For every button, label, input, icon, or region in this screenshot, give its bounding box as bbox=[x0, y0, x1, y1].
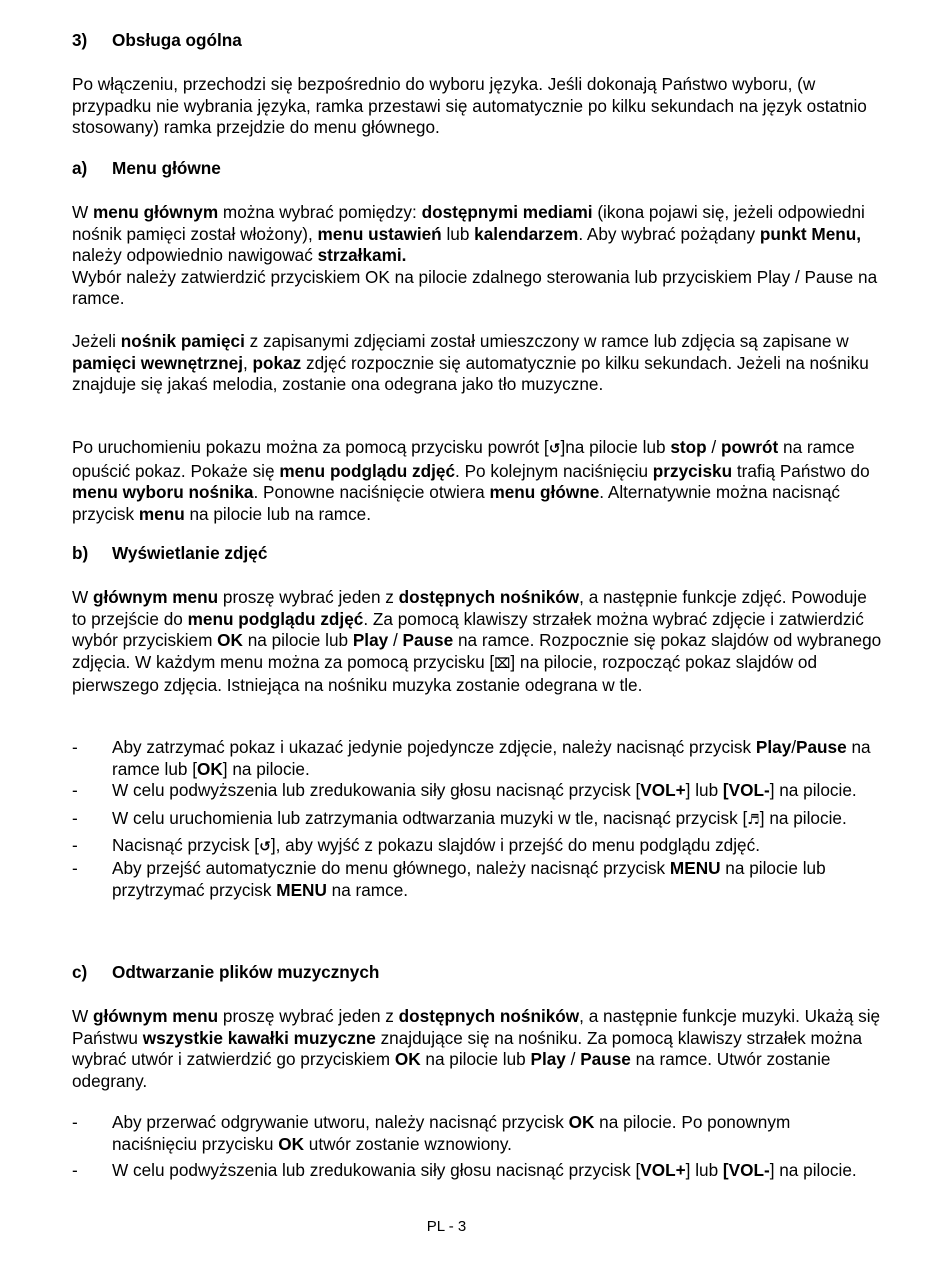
section-title: Wyświetlanie zdjęć bbox=[112, 543, 268, 563]
menu-glowne-paragraph: W menu głównym można wybrać pomiędzy: dostępnymi mediami (ikona pojawi się, jeżeli odpowiedni nośnik pamięci został włożony), menu ustawień lub kalendarzem. Aby wybrać pożądany punkt Menu, należy odpowiednio nawigować strzałkami. Wybór należy zatwierdzić przyciskiem OK na pilocie zdalnego sterowania lub przyciskiem Play / Pause na ramce. bbox=[72, 202, 878, 309]
slideshow-icon: ⌧ bbox=[494, 655, 511, 672]
section-heading-odtwarzanie bbox=[72, 962, 379, 984]
list-item: - W celu uruchomienia lub zatrzymania odtwarzania muzyki w tle, nacisnąć przycisk [♬] na pilocie. bbox=[72, 807, 847, 828]
section-title: Menu główne bbox=[112, 158, 221, 178]
section-number: a) bbox=[72, 158, 88, 178]
back-icon: ↺ bbox=[548, 441, 561, 457]
list-item: - Aby przejść automatycznie do menu głównego, należy nacisnąć przycisk MENU na pilocie lub przytrzymać przycisk MENU na ramce. bbox=[72, 858, 826, 900]
section-heading-wyswietlanie bbox=[72, 543, 267, 565]
list-item: - W celu podwyższenia lub zredukowania siły głosu nacisnąć przycisk [VOL+] lub [VOL-] na pilocie. bbox=[72, 780, 857, 801]
nosnik-paragraph: Jeżeli nośnik pamięci z zapisanymi zdjęciami został umieszczony w ramce lub zdjęcia są zapisane w pamięci wewnętrznej, pokaz zdjęć rozpocznie się automatycznie po kilku sekundach. Jeżeli na nośniku znajduje się jakaś melodia, zostanie ona odegrana jako tło muzyczne. bbox=[72, 331, 869, 395]
section-number: 3) bbox=[72, 30, 88, 50]
list-item: - Aby zatrzymać pokaz i ukazać jedynie pojedyncze zdjęcie, należy nacisnąć przycisk Play/Pause na ramce lub [OK] na pilocie. bbox=[72, 737, 871, 779]
intro-paragraph: Po włączeniu, przechodzi się bezpośrednio do wyboru języka. Jeśli dokonają Państwo wyboru, (w przypadku nie wybrania języka, ramka przestawi się automatycznie po kilku sekundach na język ostatnio stosowany) ramka przejdzie do menu głównego. bbox=[72, 74, 867, 138]
page-number: PL - 3 bbox=[426, 1218, 467, 1235]
section-title: Obsługa ogólna bbox=[112, 30, 242, 50]
photo-instructions-list bbox=[72, 737, 872, 902]
section-heading-obsluga bbox=[72, 30, 242, 52]
list-item: - Nacisnąć przycisk [↺], aby wyjść z pokazu slajdów i przejść do menu podglądu zdjęć. bbox=[72, 834, 760, 855]
list-item: - W celu podwyższenia lub zredukowania siły głosu nacisnąć przycisk [VOL+] lub [VOL-] na pilocie. bbox=[72, 1160, 857, 1181]
odtwarzanie-paragraph: W głównym menu proszę wybrać jeden z dostępnych nośników, a następnie funkcje muzyki. Ukażą się Państwu wszystkie kawałki muzyczne znajdujące się na nośniku. Za pomocą klawiszy strzałek można wybrać utwór i zatwierdzić go przyciskiem OK na pilocie lub Play / Pause na ramce. Utwór zostanie odegrany. bbox=[72, 1006, 881, 1091]
music-icon: ♬ bbox=[747, 811, 760, 828]
wyswietlanie-paragraph: W głównym menu proszę wybrać jeden z dostępnych nośników, a następnie funkcje zdjęć. Powoduje to przejście do menu podglądu zdjęć. Za pomocą klawiszy strzałek można wybrać zdjęcie i zatwierdzić wybór przyciskiem OK na pilocie lub Play / Pause na ramce. Rozpocznie się pokaz slajdów od wybranego zdjęcia. W każdym menu można za pomocą przycisku [⌧] na pilocie, rozpocząć pokaz slajdów od pierwszego zdjęcia. Istniejąca na nośniku muzyka zostanie odegrana w tle. bbox=[72, 587, 882, 696]
pokaz-paragraph: Po uruchomieniu pokazu można za pomocą przycisku powrót [↺]na pilocie lub stop / powrót na ramce opuścić pokaz. Pokaże się menu podglądu zdjęć. Po kolejnym naciśnięciu przycisku trafią Państwo do menu wyboru nośnika. Ponowne naciśnięcie otwiera menu główne. Alternatywnie można nacisnąć przycisk menu na pilocie lub na ramce. bbox=[72, 437, 870, 524]
back-icon: ↺ bbox=[259, 838, 271, 855]
music-instructions-list bbox=[72, 1112, 872, 1183]
section-title: Odtwarzanie plików muzycznych bbox=[112, 962, 380, 982]
section-number: b) bbox=[72, 543, 89, 563]
section-number: c) bbox=[72, 962, 88, 982]
list-item: - Aby przerwać odgrywanie utworu, należy nacisnąć przycisk OK na pilocie. Po ponownym naciśnięciu przycisku OK utwór zostanie wznowiony. bbox=[72, 1112, 791, 1154]
section-heading-menu-glowne bbox=[72, 158, 221, 180]
